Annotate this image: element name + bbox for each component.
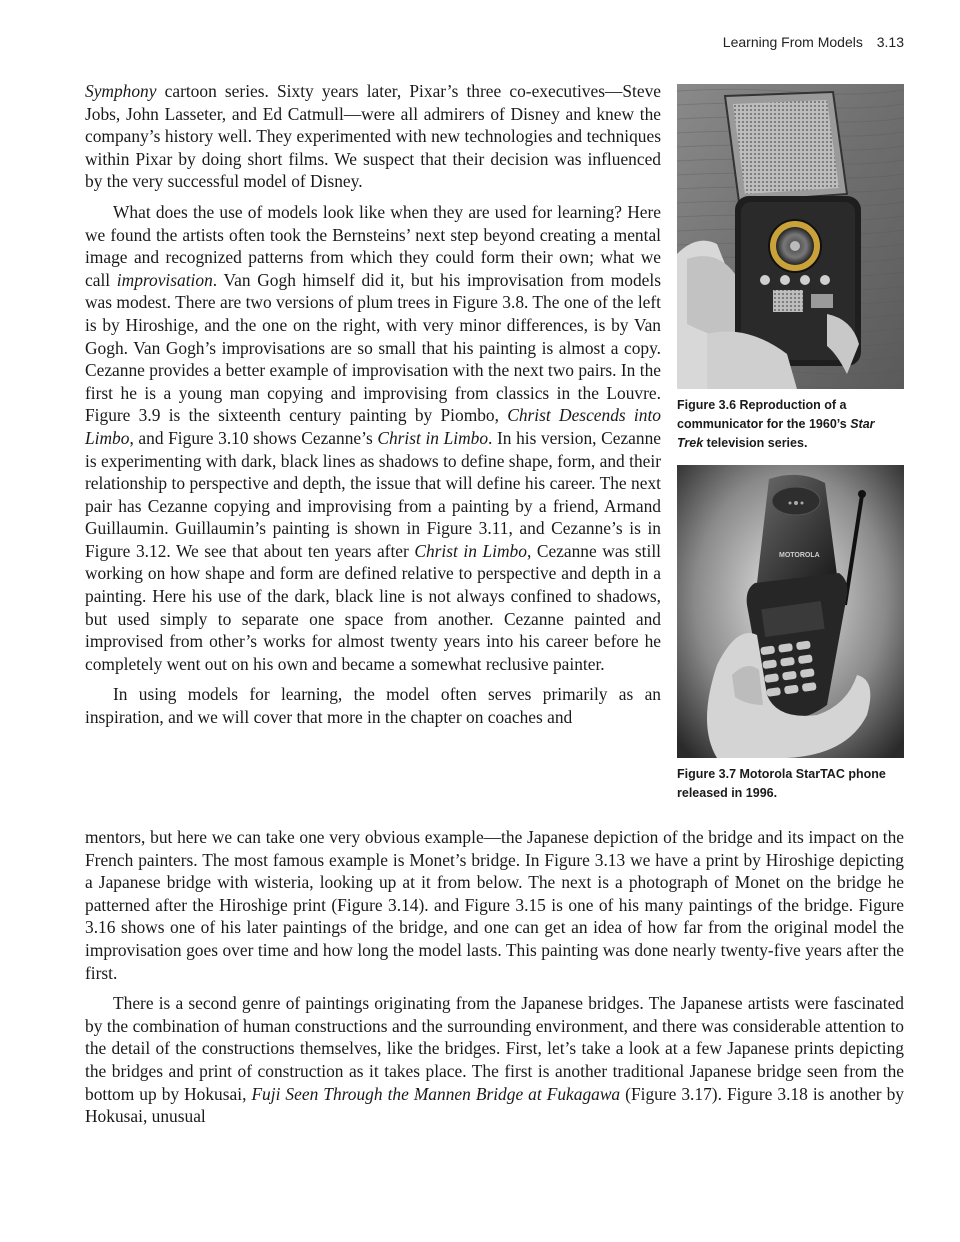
- body-full-width: [85, 826, 904, 1136]
- paragraph-2-text-e: , Cezanne was still working on how shape and form are defined relative to perspective and depth in a painting. Here his use of the dark, black line is not always confined to shadows, but used simply to separate one space from another. Cezanne painted and improvised from other’s works for almost twenty years into his career before he completely went out on his own and became a somewhat reclusive painter.: [85, 540, 661, 674]
- paragraph-4-italic: Fuji Seen Through the Mannen Bridge at Fukagawa: [251, 1083, 621, 1104]
- communicator-image: [677, 84, 904, 389]
- paragraph-2-text-b: . Van Gogh himself did it, but his improvisation from models was modest. There are two versions of plum trees in Figure 3.8. The one of the left is by Hiroshige, and the one on the right, with very minor differences, is by Van Gogh. Van Gogh’s improvisations are so small that his painting is almost a copy. Cezanne provides a better example of improvisation with the next two pairs. In the first he is a young man copying and improvising from classics in the Louvre. Figure 3.9 is the sixteenth century painting by Piombo,: [85, 269, 661, 426]
- paragraph-2-italic-2: Christ Descends into Limbo: [85, 405, 661, 448]
- paragraph-2-text-a: What does the use of models look like when they are used for learning? Here we found the artists often took the Bernsteins’ next step beyond creating a mental image and recognized patterns from which they could form their own; what we call: [85, 201, 661, 290]
- paragraph-3-rest: mentors, but here we can take one very obvious example—the Japanese depiction of the bridge and its impact on the French painters. The most famous example is Monet’s bridge. In Figure 3.13 we have a print by Hiroshige depicting a Japanese bridge with wisteria, looking up at it from below. The next is a photograph of Monet on the bridge he patterned after the Hiroshige print (Figure 3.14). and Figure 3.15 is one of his many paintings of the bridge. Figure 3.16 shows one of his later paintings of the bridge, and one can get an idea of how far from the original model the improvisation goes over time and how long the model lasts. This painting was done nearly twenty-five years after the first.: [85, 827, 904, 983]
- figure-3-6: [677, 84, 904, 453]
- paragraph-2: [85, 201, 661, 675]
- running-title: Learning From Models: [722, 34, 863, 50]
- paragraph-2-text-c: , and Figure 3.10 shows Cezanne’s: [129, 427, 378, 448]
- communicator-photo: [677, 84, 904, 389]
- figure-3-6-caption: [677, 396, 904, 453]
- paragraph-3-start: In using models for learning, the model often serves primarily as an inspiration, and we will cover that more in the chapter on coaches and: [85, 684, 661, 728]
- figure-3-6-caption-text-b: television series.: [703, 436, 808, 450]
- motorola-logo-text: MOTOROLA: [779, 552, 820, 559]
- body-column: [85, 80, 661, 737]
- paragraph-1-italic: Symphony: [85, 81, 157, 101]
- figure-3-6-caption-text-a: Figure 3.6 Reproduction of a communicator for the 1960’s: [677, 398, 851, 431]
- figure-3-6-caption-italic: Star Trek: [677, 417, 875, 450]
- paragraph-1-text: cartoon series. Sixty years later, Pixar’s three co-executives—Steve Jobs, John Lasseter, and Ed Catmull—were all admirers of Disney and knew the company’s history well. They experimented with new technologies and techniques within Pixar by doing short films. We suspect that their decision was influenced by the very successful model of Disney.: [85, 81, 661, 192]
- paragraph-2-italic-4: Christ in Limbo: [414, 540, 527, 561]
- paragraph-1: [85, 80, 661, 193]
- paragraph-2-text-d: . In his version, Cezanne is experimenting with dark, black lines as shadows to define shape, form, and their relationship to perspective and depth, the issue that will define his career. The next pair has Cezanne copying and improvising from a painting by a friend, Armand Guillaumin. Guillaumin’s painting is shown in Figure 3.11, and Cezanne’s is in Figure 3.12. We see that about ten years after: [85, 427, 661, 561]
- paragraph-4: [85, 992, 904, 1128]
- page-number: 3.13: [876, 34, 904, 50]
- startac-photo: [677, 465, 904, 758]
- paragraph-4-text-a: There is a second genre of paintings originating from the Japanese bridges. The Japanese artists were fascinated by the combination of human constructions and the surrounding environment, and there was considerable attention to the detail of the constructions themselves, like the bridges. First, let’s take a look at a few Japanese prints depicting the bridges and print of construction as it takes place. The first is another traditional Japanese bridge seen from the bottom up by Hokusai,: [85, 993, 904, 1104]
- figure-3-7: [677, 465, 904, 803]
- running-header: [723, 34, 904, 50]
- paragraph-2-italic-3: Christ in Limbo: [377, 427, 489, 448]
- figure-3-7-caption: Figure 3.7 Motorola StarTAC phone released in 1996.: [677, 767, 886, 800]
- startac-image: [677, 465, 904, 758]
- paragraph-4-text-b: (Figure 3.17). Figure 3.18 is another by Hokusai, unusual: [85, 1083, 904, 1127]
- paragraph-2-italic-1: improvisation: [116, 269, 213, 290]
